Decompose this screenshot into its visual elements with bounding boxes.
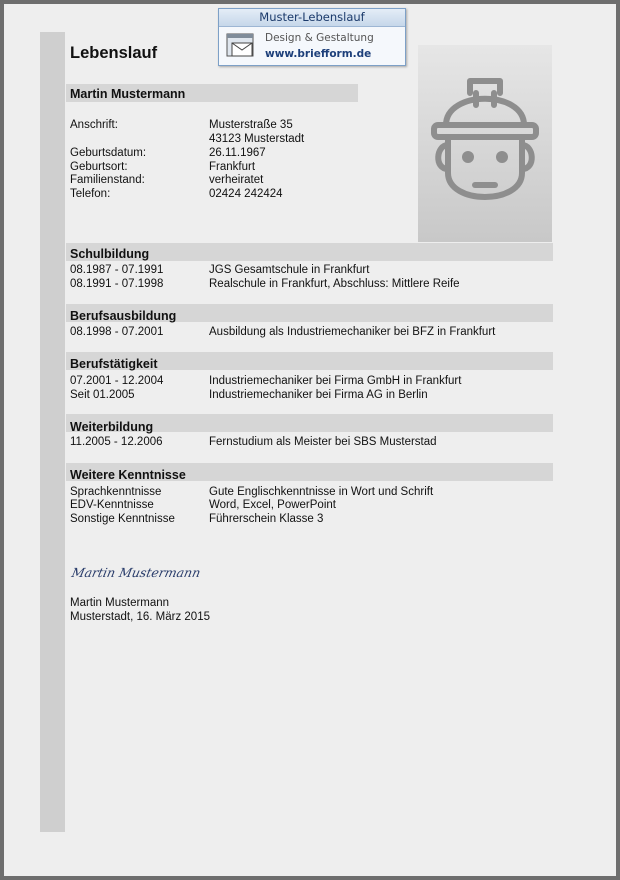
phone-label: Telefon: bbox=[70, 188, 111, 200]
badge-subtitle: Design & Gestaltung bbox=[265, 32, 374, 44]
berufsausbildung-date-1: 08.1998 - 07.2001 bbox=[70, 326, 164, 338]
berufstaetigkeit-date-2: Seit 01.2005 bbox=[70, 389, 135, 401]
footer-name: Martin Mustermann bbox=[70, 597, 170, 609]
badge-title: Muster-Lebenslauf bbox=[219, 9, 405, 27]
birthplace-value: Frankfurt bbox=[209, 161, 256, 173]
birthplace-label: Geburtsort: bbox=[70, 161, 128, 173]
template-badge[interactable] bbox=[218, 8, 406, 66]
section-title-berufstaetigkeit: Berufstätigkeit bbox=[70, 357, 158, 371]
section-title-weiterbildung: Weiterbildung bbox=[70, 420, 154, 434]
footer-place-date: Musterstadt, 16. März 2015 bbox=[70, 611, 210, 623]
address-label: Anschrift: bbox=[70, 119, 118, 131]
berufsausbildung-text-1: Ausbildung als Industriemechaniker bei BFZ in Frankfurt bbox=[209, 326, 496, 338]
photo-placeholder bbox=[418, 45, 552, 242]
envelope-icon bbox=[226, 32, 256, 60]
kenntnisse-text-2: Word, Excel, PowerPoint bbox=[209, 499, 336, 511]
address-city: 43123 Musterstadt bbox=[209, 133, 305, 145]
berufstaetigkeit-text-2: Industriemechaniker bei Firma AG in Berlin bbox=[209, 389, 428, 401]
section-title-berufsausbildung: Berufsausbildung bbox=[70, 309, 177, 323]
kenntnisse-label-1: Sprachkenntnisse bbox=[70, 486, 162, 498]
birthdate-label: Geburtsdatum: bbox=[70, 147, 147, 159]
schulbildung-date-2: 08.1991 - 07.1998 bbox=[70, 278, 164, 290]
document-title: Lebenslauf bbox=[70, 44, 158, 62]
kenntnisse-text-1: Gute Englischkenntnisse in Wort und Schrift bbox=[209, 486, 434, 498]
weiterbildung-text-1: Fernstudium als Meister bei SBS Musterstad bbox=[209, 436, 437, 448]
address-street: Musterstraße 35 bbox=[209, 119, 293, 131]
kenntnisse-label-3: Sonstige Kenntnisse bbox=[70, 513, 175, 525]
kenntnisse-label-2: EDV-Kenntnisse bbox=[70, 499, 154, 511]
section-title-schulbildung: Schulbildung bbox=[70, 247, 150, 261]
name-header: Martin Mustermann bbox=[70, 87, 186, 101]
marital-label: Familienstand: bbox=[70, 174, 145, 186]
signature: Martin Mustermann bbox=[70, 565, 202, 580]
left-margin-strip bbox=[40, 32, 65, 832]
badge-url[interactable]: www.briefform.de bbox=[265, 48, 372, 60]
phone-value: 02424 242424 bbox=[209, 188, 283, 200]
schulbildung-text-1: JGS Gesamtschule in Frankfurt bbox=[209, 264, 370, 276]
section-title-kenntnisse: Weitere Kenntnisse bbox=[70, 468, 186, 482]
schulbildung-text-2: Realschule in Frankfurt, Abschluss: Mittlere Reife bbox=[209, 278, 460, 290]
marital-value: verheiratet bbox=[209, 174, 264, 186]
schulbildung-date-1: 08.1987 - 07.1991 bbox=[70, 264, 164, 276]
berufstaetigkeit-text-1: Industriemechaniker bei Firma GmbH in Frankfurt bbox=[209, 375, 462, 387]
weiterbildung-date-1: 11.2005 - 12.2006 bbox=[70, 436, 163, 448]
kenntnisse-text-3: Führerschein Klasse 3 bbox=[209, 513, 324, 525]
berufstaetigkeit-date-1: 07.2001 - 12.2004 bbox=[70, 375, 164, 387]
birthdate-value: 26.11.1967 bbox=[209, 147, 266, 159]
construction-worker-icon bbox=[418, 45, 552, 242]
